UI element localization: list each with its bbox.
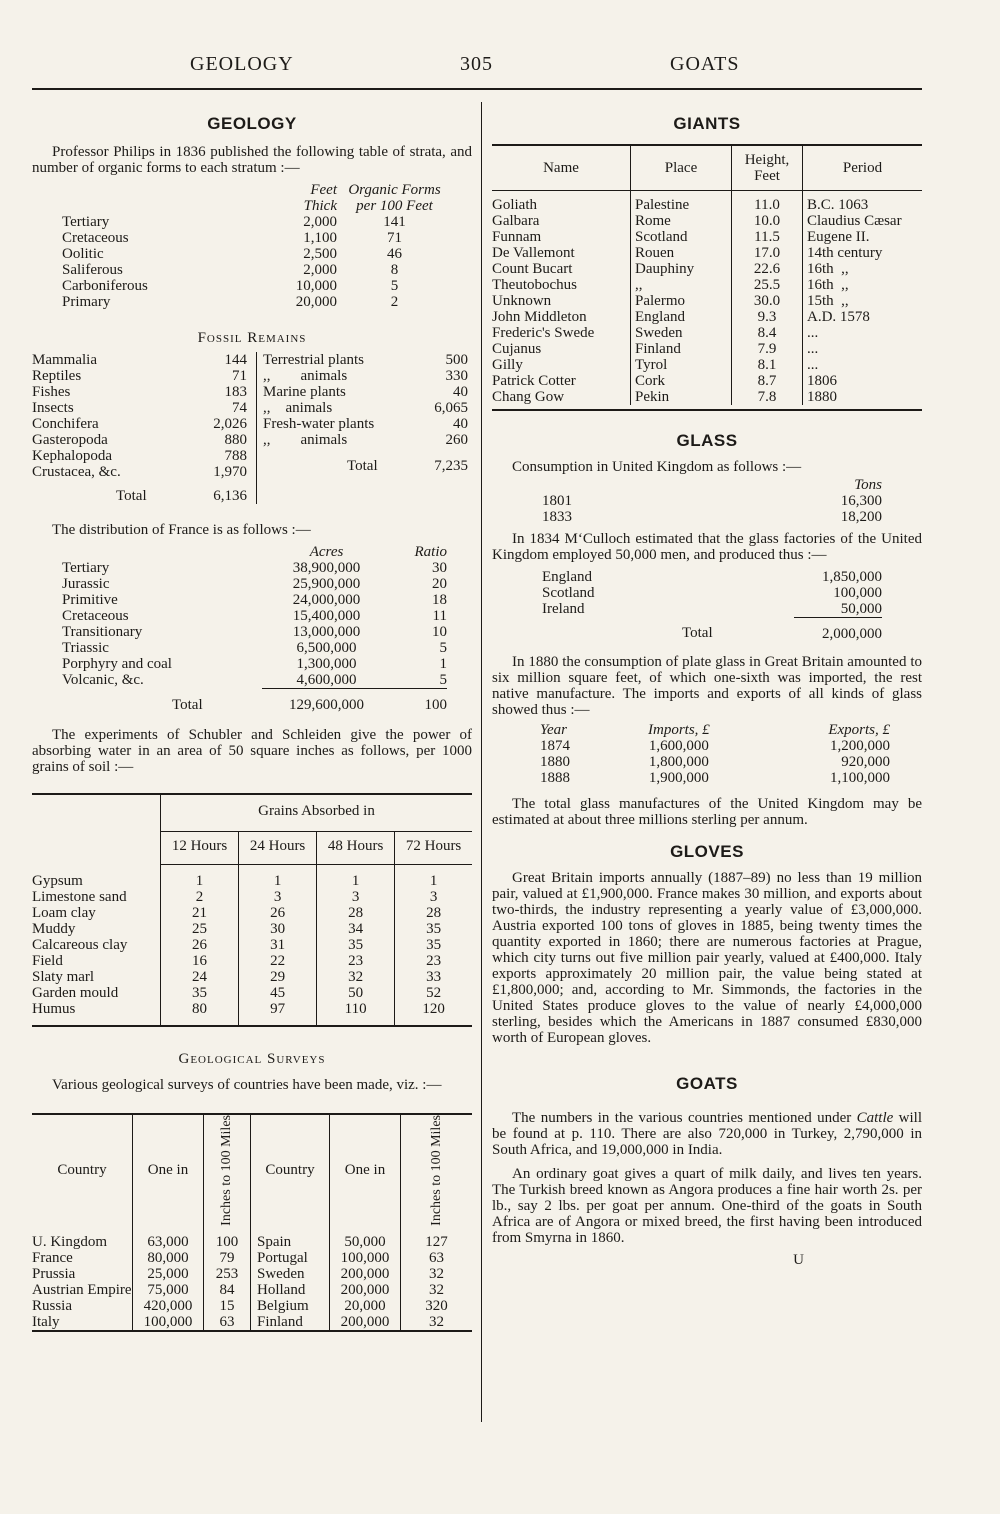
fossil-right-row: Marine plants 40 — [263, 384, 468, 400]
production-row: Scotland 100,000 — [542, 584, 882, 601]
right-column — [492, 116, 922, 1268]
soil-row: Muddy 25 30 34 35 — [32, 921, 442, 937]
strata-table — [62, 182, 452, 310]
geology-heading: GEOLOGY — [207, 114, 297, 133]
glass-trade-table: Year Imports, £ Exports, £ 1874 1,600,000 1,200,000 1880 1,800,000 920,000 1888 1,900,000 1,100,000 — [540, 721, 890, 786]
consumption-row: 1833 18,200 — [542, 508, 882, 525]
fossil-left-row: Fishes 183 — [32, 384, 247, 400]
france-col-ratio: Ratio — [414, 544, 447, 560]
france-row: Tertiary 38,900,000 30 — [62, 560, 447, 576]
glass-heading: GLASS — [676, 430, 738, 450]
fossil-right-row: ,, animals 6,065 — [263, 400, 468, 416]
soil-row: Gypsum 1 1 1 1 — [32, 865, 472, 890]
giant-row: John Middleton England 9.3 A.D. 1578 — [492, 308, 870, 325]
soil-table — [32, 795, 472, 1025]
glass-total-manufactures: The total glass manufactures of the United Kingdom may be estimated at about three millions sterling per annum. — [492, 795, 922, 828]
consumption-row: 1801 16,300 — [542, 492, 882, 509]
fossil-right-row: ,, animals 330 — [263, 368, 468, 384]
survey-row: Russia 420,000 15 Belgium 20,000 320 — [32, 1297, 448, 1314]
france-total: Total 129,600,000 100 — [62, 689, 447, 714]
strata-row: Tertiary 2,000 141 — [62, 214, 406, 230]
fossil-left-row: Gasteropoda 880 — [32, 432, 247, 448]
soil-row: Humus 80 97 110 120 — [32, 1001, 472, 1025]
trade-row: 1880 1,800,000 920,000 — [540, 753, 890, 770]
trade-row: 1888 1,900,000 1,100,000 — [540, 769, 890, 786]
header-rule — [32, 88, 922, 90]
goats-paragraph-2: An ordinary goat gives a quart of milk daily, and lives ten years. The Turkish breed known as Angora produces a fine hair worth 2s. per lb., say 2 lbs. per goat per annum. One-third of the goats in South Africa are of Angora or mixed breed, the first having been introduced from Smyrna in 1860. — [492, 1165, 922, 1246]
giant-row: Unknown Palermo 30.0 15th ,, — [492, 292, 849, 309]
strata-col-feet: Feet Thick — [303, 182, 337, 214]
soil-row: Loam clay 21 26 28 28 — [32, 905, 442, 921]
soil-row: Calcareous clay 26 31 35 35 — [32, 937, 442, 953]
page-number: 305 — [460, 53, 493, 75]
surveys-header-row: Country One in Inches to 100 Miles Country One in Inches to 100 Miles — [32, 1115, 472, 1226]
surveys-table — [32, 1115, 472, 1330]
soil-intro: The experiments of Schubler and Schleiden give the power of absorbing water in an area of 50 square inches as follows, per 1000 grains of soil :— — [32, 727, 472, 775]
glass-mcculloch: In 1834 M‘Culloch estimated that the glass factories of the United Kingdom employed 50,000 men, and produced thus :— — [492, 530, 922, 563]
strata-row: Oolitic 2,500 46 — [62, 246, 402, 262]
survey-row: France 80,000 79 Portugal 100,000 63 — [32, 1249, 444, 1266]
left-column — [32, 116, 472, 1332]
strata-row: Saliferous 2,000 8 — [62, 262, 399, 278]
giant-row: De Vallemont Rouen 17.0 14th century — [492, 244, 883, 261]
france-row: Primitive 24,000,000 18 — [62, 592, 447, 608]
giants-table — [492, 146, 922, 405]
production-row: England 1,850,000 — [542, 568, 882, 585]
soil-row: Limestone sand 2 3 3 3 — [32, 889, 438, 905]
fossil-right-total: Total 7,235 — [347, 458, 468, 474]
fossil-right-row: ,, animals 260 — [263, 432, 468, 448]
glass-consumption-table — [542, 477, 882, 525]
giants-header-row: Name Place Height, Feet Period — [492, 146, 922, 190]
fossil-left-row: Mammalia 144 — [32, 352, 247, 368]
strata-row: Carboniferous 10,000 5 — [62, 278, 399, 294]
france-intro: The distribution of France is as follows :— — [52, 522, 311, 538]
soil-col-header: 24 Hours — [239, 832, 317, 865]
fossil-left-total: Total 6,136 — [116, 488, 247, 504]
fossil-left-column — [32, 352, 257, 504]
strata-row: Cretaceous 1,100 71 — [62, 230, 402, 246]
fossil-left-row: Conchifera 2,026 — [32, 416, 247, 432]
column-divider — [481, 102, 482, 1422]
france-row: Porphyry and coal 1,300,000 1 — [62, 656, 447, 672]
glass-production-table — [542, 569, 882, 642]
soil-col-header: 72 Hours — [395, 832, 472, 865]
giant-row: Gilly Tyrol 8.1 ... — [492, 356, 819, 373]
giant-row: Galbara Rome 10.0 Claudius Cæsar — [492, 212, 902, 229]
gloves-heading: GLOVES — [670, 841, 744, 861]
giant-row: Goliath Palestine 11.0 B.C. 1063 — [492, 196, 869, 213]
fossil-right-column — [257, 352, 472, 504]
trade-row: 1874 1,600,000 1,200,000 — [540, 737, 890, 754]
strata-row: Primary 20,000 2 — [62, 294, 399, 310]
glass-production-total: Total 2,000,000 — [542, 617, 882, 642]
giant-row: Theutobochus ,, 25.5 16th ,, — [492, 276, 849, 293]
soil-row: Garden mould 35 45 50 52 — [32, 985, 442, 1001]
running-head-right: GOATS — [670, 53, 740, 75]
production-row: Ireland 50,000 — [542, 600, 882, 617]
giants-heading: GIANTS — [673, 114, 741, 133]
soil-row: Slaty marl 24 29 32 33 — [32, 969, 442, 985]
france-row: Transitionary 13,000,000 10 — [62, 624, 447, 640]
tons-header: Tons — [854, 476, 882, 493]
soil-col-header: 48 Hours — [317, 832, 395, 865]
france-row: Cretaceous 15,400,000 11 — [62, 608, 447, 624]
fossil-remains-heading: Fossil Remains — [197, 330, 307, 346]
giant-row: Chang Gow Pekin 7.8 1880 — [492, 388, 837, 405]
fossil-left-row: Kephalopoda 788 — [32, 448, 247, 464]
france-row: Jurassic 25,900,000 20 — [62, 576, 447, 592]
fossil-left-row: Reptiles 71 — [32, 368, 247, 384]
glass-plate: In 1880 the consumption of plate glass in Great Britain amounted to six million square feet, of which one-sixth was imported, the rest native manufacture. The imports and exports of all kinds of glass showed thus :— — [492, 653, 922, 718]
running-head-left: GEOLOGY — [190, 53, 294, 75]
fossil-left-row: Crustacea, &c. 1,970 — [32, 464, 247, 480]
giant-row: Patrick Cotter Cork 8.7 1806 — [492, 372, 837, 389]
survey-row: Prussia 25,000 253 Sweden 200,000 32 — [32, 1265, 444, 1282]
france-col-acres: Acres — [309, 544, 344, 560]
goats-paragraph-1: The numbers in the various countries mentioned under Cattle will be found at p. 110. There are also 720,000 in Turkey, 2,790,000 in South Africa, and 19,000,000 in India. — [492, 1109, 922, 1158]
france-row: Volcanic, &c. 4,600,000 5 — [62, 672, 447, 688]
giant-row: Funnam Scotland 11.5 Eugene II. — [492, 228, 870, 245]
soil-col-header: 12 Hours — [161, 832, 239, 865]
gloves-text: Great Britain imports annually (1887–89) no less than 19 million pair, valued at £1,900,000. France makes 30 million, and exports about two-thirds, the industry representing a yearly value of £3,000,000. Austria exported 100 tons of gloves in 1885, being twenty times the quantity exported in 1860; there are numerous factories at Prague, which city turns out five million pair yearly, valued at £400,000. Italy exports approximately 20 million pair, the value being stated at £1,800,000; and, according to Mr. Simmonds, the factories in the United States produce gloves to the value of nearly £4,000,000 sterling, besides which the Americans in 1887 consumed £830,000 worth of European gloves. — [492, 869, 922, 1046]
signature-mark: U — [793, 1251, 804, 1268]
soil-row: Field 16 22 23 23 — [32, 953, 442, 969]
giant-row: Count Bucart Dauphiny 22.6 16th ,, — [492, 260, 849, 277]
survey-row: U. Kingdom 63,000 100 Spain 50,000 127 — [32, 1226, 472, 1250]
strata-col-organic: Organic Forms per 100 Feet — [348, 182, 441, 214]
giant-row: Cujanus Finland 7.9 ... — [492, 340, 819, 357]
fossil-left-row: Insects 74 — [32, 400, 247, 416]
geology-intro: Professor Philips in 1836 published the following table of strata, and number of organic forms to each stratum :— — [32, 144, 472, 176]
survey-row: Italy 100,000 63 Finland 200,000 32 — [32, 1313, 444, 1330]
fossil-right-row: Fresh-water plants 40 — [263, 416, 468, 432]
giant-row: Frederic's Swede Sweden 8.4 ... — [492, 324, 819, 341]
fossil-right-row: Terrestrial plants 500 — [263, 352, 468, 368]
goats-heading: GOATS — [676, 1073, 738, 1093]
survey-row: Austrian Empire 75,000 84 Holland 200,000 32 — [32, 1281, 444, 1298]
france-table — [62, 544, 447, 713]
france-row: Triassic 6,500,000 5 — [62, 640, 447, 656]
glass-consumption-intro: Consumption in United Kingdom as follows :— — [512, 458, 802, 475]
surveys-heading: Geological Surveys — [178, 1051, 326, 1067]
fossil-remains-table — [32, 352, 472, 504]
soil-group-header: Grains Absorbed in — [161, 795, 473, 832]
surveys-intro: Various geological surveys of countries have been made, viz. :— — [52, 1077, 442, 1093]
